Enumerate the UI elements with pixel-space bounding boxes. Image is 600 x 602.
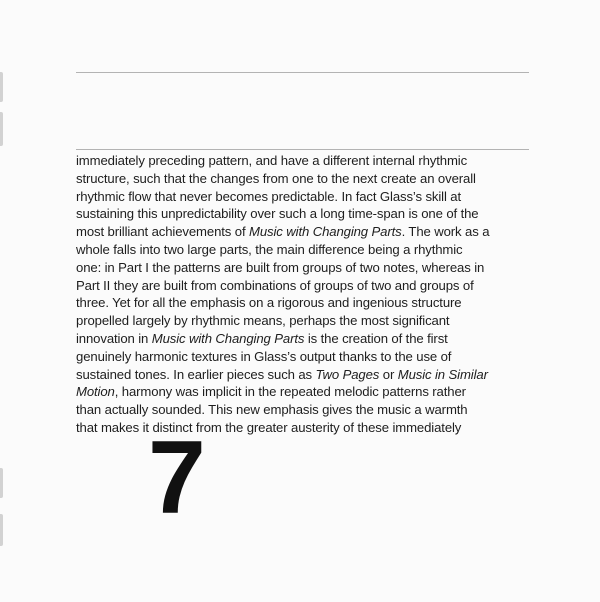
text-line <box>76 259 532 277</box>
text-line <box>76 188 532 206</box>
text-run: sustained tones. In earlier pieces such as <box>76 366 316 382</box>
text-run: whole falls into two large parts, the main difference being a rhythmic <box>76 241 463 257</box>
text-line <box>76 294 532 312</box>
text-line <box>76 330 532 348</box>
text-run: genuinely harmonic textures in Glass’s output thanks to the use of <box>76 348 452 364</box>
binding-mark <box>0 468 3 498</box>
text-line <box>76 152 532 170</box>
text-run: rhythmic flow that never becomes predictable. In fact Glass’s skill at <box>76 188 462 204</box>
italic-title: Two Pages <box>315 366 380 382</box>
binding-mark <box>0 514 3 546</box>
text-line <box>76 205 532 223</box>
body-text <box>76 152 532 437</box>
italic-title: Music with Changing Parts <box>249 224 402 240</box>
text-run: , harmony was implicit in the repeated melodic patterns rather <box>114 384 466 400</box>
text-run: than actually sounded. This new emphasis gives the music a warmth <box>76 402 468 418</box>
text-line <box>76 312 532 330</box>
text-line <box>76 277 532 295</box>
text-run: one: in Part I the patterns are built from groups of two notes, whereas in <box>76 259 485 275</box>
top-rule <box>76 72 529 73</box>
text-run: Part II they are built from combinations of groups of two and groups of <box>76 277 474 293</box>
text-run: immediately preceding pattern, and have a different internal rhythmic <box>76 153 468 168</box>
text-run: is the creation of the first <box>304 330 448 346</box>
text-run: that makes it distinct from the greater austerity of these immediately <box>76 419 462 435</box>
text-line <box>76 383 532 401</box>
text-line <box>76 348 532 366</box>
section-rule <box>76 149 529 150</box>
page-number: 7 <box>148 420 204 536</box>
text-run: propelled largely by rhythmic means, perhaps the most significant <box>76 313 450 329</box>
italic-title: Motion <box>76 384 115 400</box>
text-run: innovation in <box>76 330 152 346</box>
binding-mark <box>0 112 3 146</box>
text-line <box>76 419 532 437</box>
binding-mark <box>0 72 3 102</box>
text-run: or <box>379 366 398 382</box>
text-run: most brilliant achievements of <box>76 224 250 240</box>
text-run: . The work as a <box>401 224 490 240</box>
text-line <box>76 241 532 259</box>
italic-title: Music with Changing Parts <box>151 330 305 346</box>
text-line <box>76 401 532 419</box>
text-run: three. Yet for all the emphasis on a rigorous and ingenious structure <box>76 295 462 311</box>
text-run: sustaining this unpredictability over such a long time-span is one of the <box>76 206 479 222</box>
text-line <box>76 223 532 241</box>
text-run: structure, such that the changes from one to the next create an overall <box>76 170 476 186</box>
text-line <box>76 170 532 188</box>
italic-title: Music in Similar <box>397 366 488 382</box>
text-line <box>76 366 532 384</box>
